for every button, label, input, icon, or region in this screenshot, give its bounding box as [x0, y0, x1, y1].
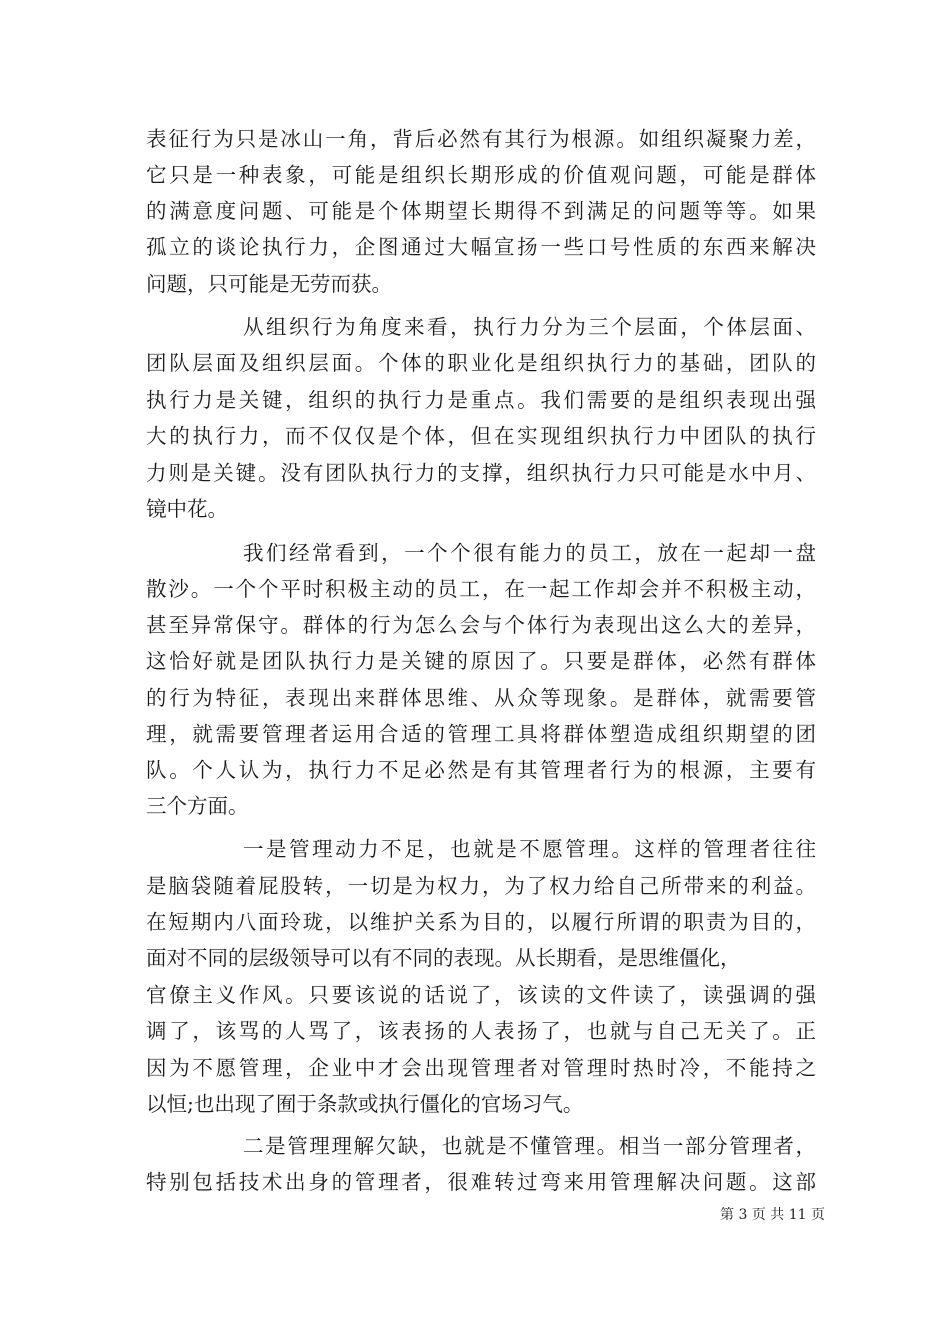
text-line: 散沙。一个个平时积极主动的员工，在一起工作却会并不积极主动，	[146, 577, 816, 601]
text-line: 因为不愿管理，企业中才会出现管理者对管理时热时冷，不能持之	[146, 1056, 816, 1080]
text-line: 官僚主义作风。只要该说的话说了，该读的文件读了，读强调的强	[146, 983, 816, 1007]
text-line: 它只是一种表象，可能是组织长期形成的价值观问题，可能是群体	[146, 163, 816, 187]
paragraph-first-line: 从组织行为角度来看，执行力分为三个层面，个体层面、	[243, 315, 816, 339]
text-line: 力则是关键。没有团队执行力的支撑，组织执行力只可能是水中月、	[146, 461, 816, 485]
text-line: 以恒;也出现了囿于条款或执行僵化的官场习气。	[146, 1092, 584, 1116]
text-line: 是脑袋随着屁股转，一切是为权力，为了权力给自己所带来的利益。	[146, 874, 816, 898]
paragraph-first-line: 二是管理理解欠缺，也就是不懂管理。相当一部分管理者，	[243, 1134, 816, 1158]
text-line: 这恰好就是团队执行力是关键的原因了。只要是群体，必然有群体	[146, 649, 816, 673]
text-line: 甚至异常保守。群体的行为怎么会与个体行为表现出这么大的差异，	[146, 613, 816, 637]
text-line: 在短期内八面玲珑，以维护关系为目的，以履行所谓的职责为目的，	[146, 910, 816, 934]
paragraph-first-line: 一是管理动力不足，也就是不愿管理。这样的管理者往往	[243, 837, 816, 861]
text-line: 三个方面。	[146, 794, 249, 818]
text-line: 的满意度问题、可能是个体期望长期得不到满足的问题等等。如果	[146, 199, 816, 223]
text-line: 的行为特征，表现出来群体思维、从众等现象。是群体，就需要管	[146, 686, 816, 710]
page-number-footer: 第 3 页 共 11 页	[720, 1207, 825, 1223]
text-line: 执行力是关键，组织的执行力是重点。我们需要的是组织表现出强	[146, 388, 816, 412]
text-line: 团队层面及组织层面。个体的职业化是组织执行力的基础，团队的	[146, 351, 816, 375]
text-line: 镜中花。	[146, 497, 228, 521]
text-line: 调了，该骂的人骂了，该表扬的人表扬了，也就与自己无关了。正	[146, 1019, 816, 1043]
text-line: 问题，只可能是无劳而获。	[146, 272, 392, 296]
text-line: 面对不同的层级领导可以有不同的表现。从长期看，是思维僵化，	[146, 946, 741, 970]
text-line: 大的执行力，而不仅仅是个体，但在实现组织执行力中团队的执行	[146, 424, 816, 448]
text-line: 表征行为只是冰山一角，背后必然有其行为根源。如组织凝聚力差，	[146, 127, 816, 151]
text-line: 孤立的谈论执行力，企图通过大幅宣扬一些口号性质的东西来解决	[146, 235, 816, 259]
text-line: 特别包括技术出身的管理者，很难转过弯来用管理解决问题。这部	[146, 1170, 816, 1194]
text-line: 理，就需要管理者运用合适的管理工具将群体塑造成组织期望的团	[146, 722, 816, 746]
paragraph-first-line: 我们经常看到，一个个很有能力的员工，放在一起却一盘	[243, 541, 816, 565]
text-line: 队。个人认为，执行力不足必然是有其管理者行为的根源，主要有	[146, 758, 816, 782]
